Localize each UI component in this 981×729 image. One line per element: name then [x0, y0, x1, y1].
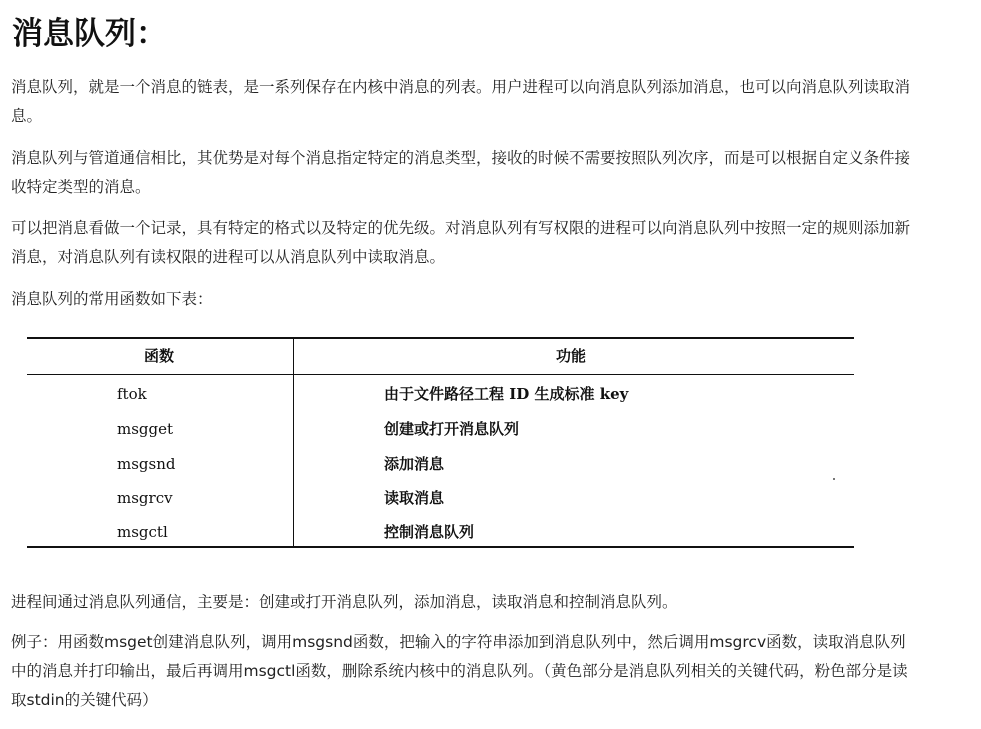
table-row: [27, 412, 854, 446]
table-header-rule: [27, 374, 854, 375]
paragraph-comparison: 消息队列与管道通信相比，其优势是对每个消息指定特定的消息类型，接收的时候不需要按照队列次序，而是可以根据自定义条件接收特定类型的消息。: [11, 149, 911, 196]
functions-table: [27, 337, 854, 549]
table-cell-function: msgrcv: [117, 489, 173, 507]
paragraph-intro: 消息队列，就是一个消息的链表，是一系列保存在内核中消息的列表。用户进程可以向消息队列添加消息，也可以向消息队列读取消息。: [11, 78, 911, 125]
table-cell-function: msgget: [117, 420, 174, 438]
paragraph-example: 例子：用函数msget创建消息队列，调用msgsnd函数，把输入的字符串添加到消息队列中，然后调用msgrcv函数，读取消息队列中的消息并打印输出，最后再调用msgctl函数，删除系统内核中的消息队列。（黄色部分是消息队列相关的关键代码，粉色部分是读取stdin的关键代码）: [11, 633, 908, 709]
page-title: 消息队列：: [12, 16, 167, 52]
table-cell-description: 控制消息队列: [384, 523, 475, 541]
table-cell-description: 由于文件路径工程 ID 生成标准 key: [384, 385, 629, 403]
scan-speck: [833, 478, 835, 480]
paragraph-record: 可以把消息看做一个记录，具有特定的格式以及特定的优先级。对消息队列有写权限的进程可以向消息队列中按照一定的规则添加新消息，对消息队列有读权限的进程可以从消息队列中读取消息。: [11, 219, 911, 266]
table-header-function: 函数: [144, 347, 175, 365]
table-cell-description: 读取消息: [384, 489, 445, 507]
table-cell-function: ftok: [117, 385, 147, 403]
table-cell-function: msgsnd: [117, 455, 176, 473]
table-row: [27, 377, 854, 411]
table-cell-description: 创建或打开消息队列: [384, 420, 520, 438]
paragraph-table-intro: 消息队列的常用函数如下表：: [11, 290, 213, 308]
table-cell-description: 添加消息: [384, 455, 445, 473]
table-cell-function: msgctl: [117, 523, 168, 541]
table-row: [27, 481, 854, 515]
table-header-description: 功能: [556, 347, 587, 365]
table-row: [27, 515, 854, 549]
paragraph-summary: 进程间通过消息队列通信，主要是：创建或打开消息队列，添加消息，读取消息和控制消息队列。: [11, 593, 678, 611]
table-row: [27, 447, 854, 481]
table-top-rule: [27, 337, 854, 339]
